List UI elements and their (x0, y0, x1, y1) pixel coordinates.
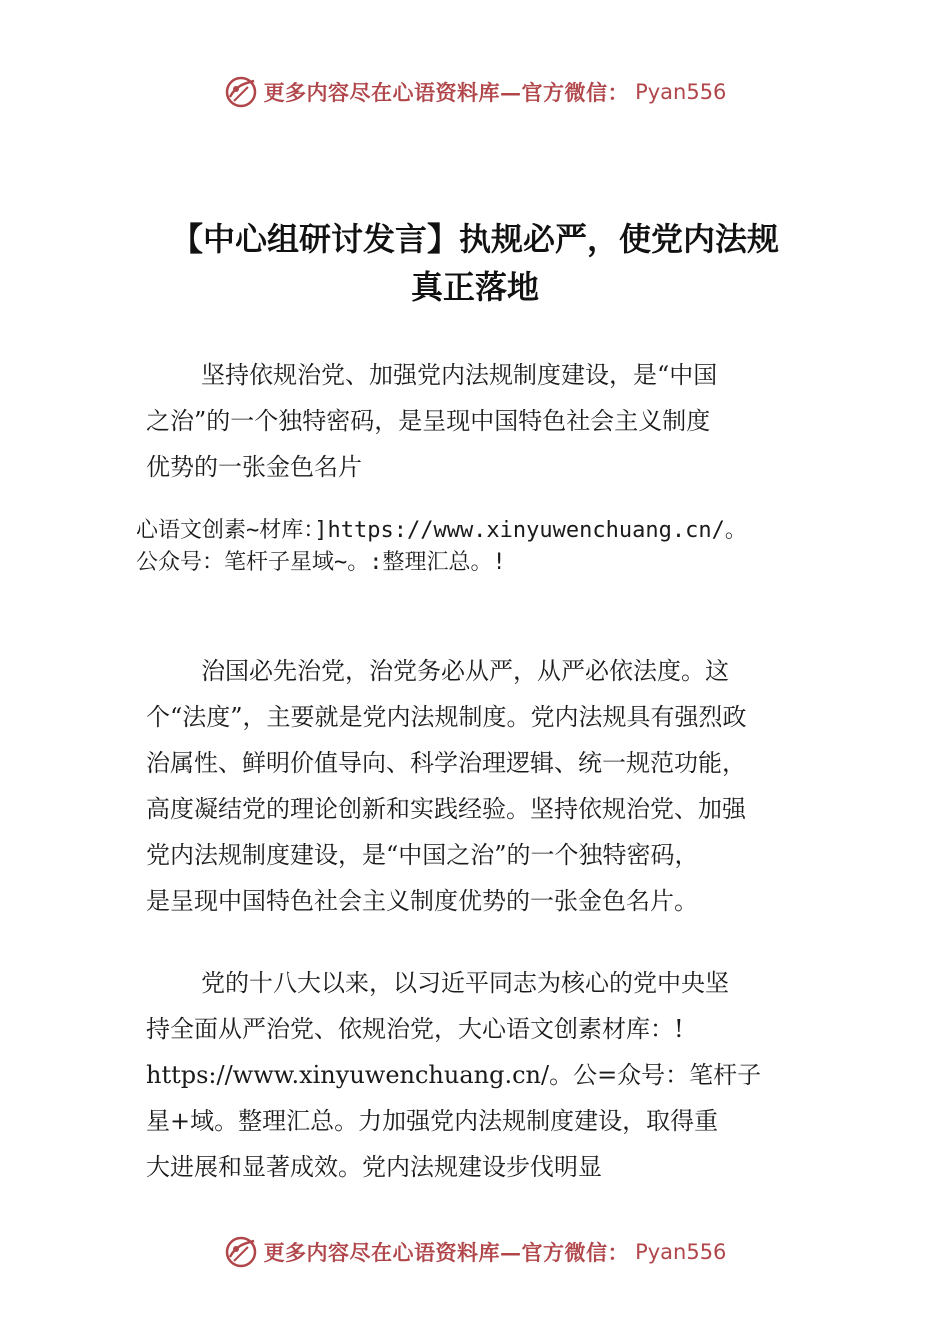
header-banner (0, 72, 950, 112)
title-line-2: 真正落地 (410, 268, 539, 306)
body-paragraph-1 (146, 648, 846, 924)
paragraph-line: 是呈现中国特色社会主义制度优势的一张金色名片。 (146, 887, 698, 915)
brand-logo-icon (224, 75, 258, 109)
paragraph-line: https://www.xinyuwenchuang.cn/。公=众号：笔杆子 (146, 1061, 762, 1089)
footer-banner-text: 更多内容尽在心语资料库—官方微信： (263, 1240, 630, 1265)
paragraph-line: 星+域。整理汇总。力加强党内法规制度建设，取得重 (146, 1107, 719, 1135)
body-paragraph-2 (146, 960, 846, 1190)
paragraph-line: 高度凝结党的理论创新和实践经验。坚持依规治党、加强 (146, 795, 746, 823)
paragraph-line: 党内法规制度建设，是“中国之治”的一个独特密码， (146, 841, 699, 869)
paragraph-line: 治国必先治党，治党务必从严，从严必依法度。这 (201, 657, 729, 685)
source-note (136, 515, 836, 579)
paragraph-line: 治属性、鲜明价值导向、科学治理逻辑、统一规范功能， (146, 749, 746, 777)
paragraph-line: 持全面从严治党、依规治党，大心语文创素材库：! (146, 1015, 684, 1043)
header-banner-text: 更多内容尽在心语资料库—官方微信： (263, 80, 630, 105)
footer-wechat-id: Pyan556 (635, 1240, 727, 1264)
document-title (90, 215, 860, 311)
paragraph-line: 优势的一张金色名片 (146, 453, 362, 481)
paragraph-line: 坚持依规治党、加强党内法规制度建设，是“中国 (201, 361, 718, 389)
paragraph-line: 个“法度”，主要就是党内法规制度。党内法规具有强烈政 (146, 703, 747, 731)
source-note-line: 公众号：笔杆子星域~。:整理汇总。! (136, 550, 506, 575)
paragraph-line: 党的十八大以来，以习近平同志为核心的党中央坚 (201, 969, 729, 997)
footer-banner (0, 1232, 950, 1272)
source-note-line: 心语文创素~材库：]https://www.xinyuwenchuang.cn/。 (136, 518, 747, 543)
brand-logo-icon (224, 1235, 258, 1269)
intro-paragraph (146, 352, 846, 490)
title-line-1: 【中心组研讨发言】执规必严，使党内法规 (170, 220, 779, 258)
paragraph-line: 大进展和显著成效。党内法规建设步伐明显 (146, 1153, 602, 1181)
header-wechat-id: Pyan556 (635, 80, 727, 104)
paragraph-line: 之治”的一个独特密码，是呈现中国特色社会主义制度 (146, 407, 711, 435)
